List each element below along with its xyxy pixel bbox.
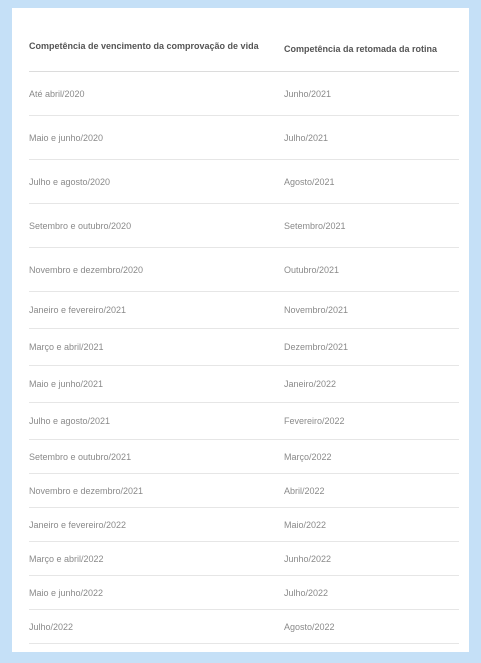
cell-resume-period: Setembro/2021 [284,220,346,231]
table-row [29,116,459,160]
cell-resume-period: Janeiro/2022 [284,379,337,389]
cell-due-period: Janeiro e fevereiro/2021 [29,305,127,315]
header-resume-period: Competência da retomada da rotina [284,44,438,54]
cell-resume-period: Agosto/2022 [284,621,335,632]
cell-resume-period: Julho/2022 [284,587,329,598]
cell-due-period: Julho e agosto/2021 [29,416,111,426]
header-due-period: Competência de vencimento da comprovação de vida [29,41,259,51]
cell-due-period: Até abril/2020 [29,88,85,99]
cell-resume-period: Abril/2022 [284,485,325,496]
table-row [29,292,459,329]
table-row [29,542,459,576]
table-row [29,403,459,440]
table-row [29,440,459,474]
cell-due-period: Janeiro e fevereiro/2022 [29,519,127,530]
cell-due-period: Maio e junho/2021 [29,379,104,389]
cell-due-period: Setembro e outubro/2021 [29,451,132,462]
cell-resume-period: Março/2022 [284,451,332,462]
table-row [29,508,459,542]
table-row [29,366,459,403]
cell-resume-period: Outubro/2021 [284,264,340,275]
cell-resume-period: Julho/2021 [284,132,329,143]
table-row [29,576,459,610]
table-row [29,72,459,116]
cell-resume-period: Fevereiro/2022 [284,416,345,426]
table-row [29,204,459,248]
cell-resume-period: Junho/2022 [284,553,332,564]
cell-resume-period: Junho/2021 [284,88,332,99]
cell-due-period: Julho/2022 [29,621,74,632]
cell-resume-period: Dezembro/2021 [284,342,349,352]
table-row [29,248,459,292]
cell-due-period: Março e abril/2022 [29,553,104,564]
table-row [29,160,459,204]
cell-due-period: Maio e junho/2022 [29,587,104,598]
cell-due-period: Setembro e outubro/2020 [29,220,132,231]
table-header-row [29,34,459,72]
cell-due-period: Maio e junho/2020 [29,132,104,143]
content-card [12,8,469,652]
table-row [29,610,459,644]
table-row [29,329,459,366]
cell-due-period: Março e abril/2021 [29,342,104,352]
schedule-table [29,34,459,644]
cell-due-period: Novembro e dezembro/2020 [29,264,144,275]
cell-resume-period: Agosto/2021 [284,176,335,187]
cell-resume-period: Maio/2022 [284,519,327,530]
table-row [29,474,459,508]
cell-due-period: Julho e agosto/2020 [29,176,111,187]
cell-resume-period: Novembro/2021 [284,305,349,315]
cell-due-period: Novembro e dezembro/2021 [29,485,144,496]
